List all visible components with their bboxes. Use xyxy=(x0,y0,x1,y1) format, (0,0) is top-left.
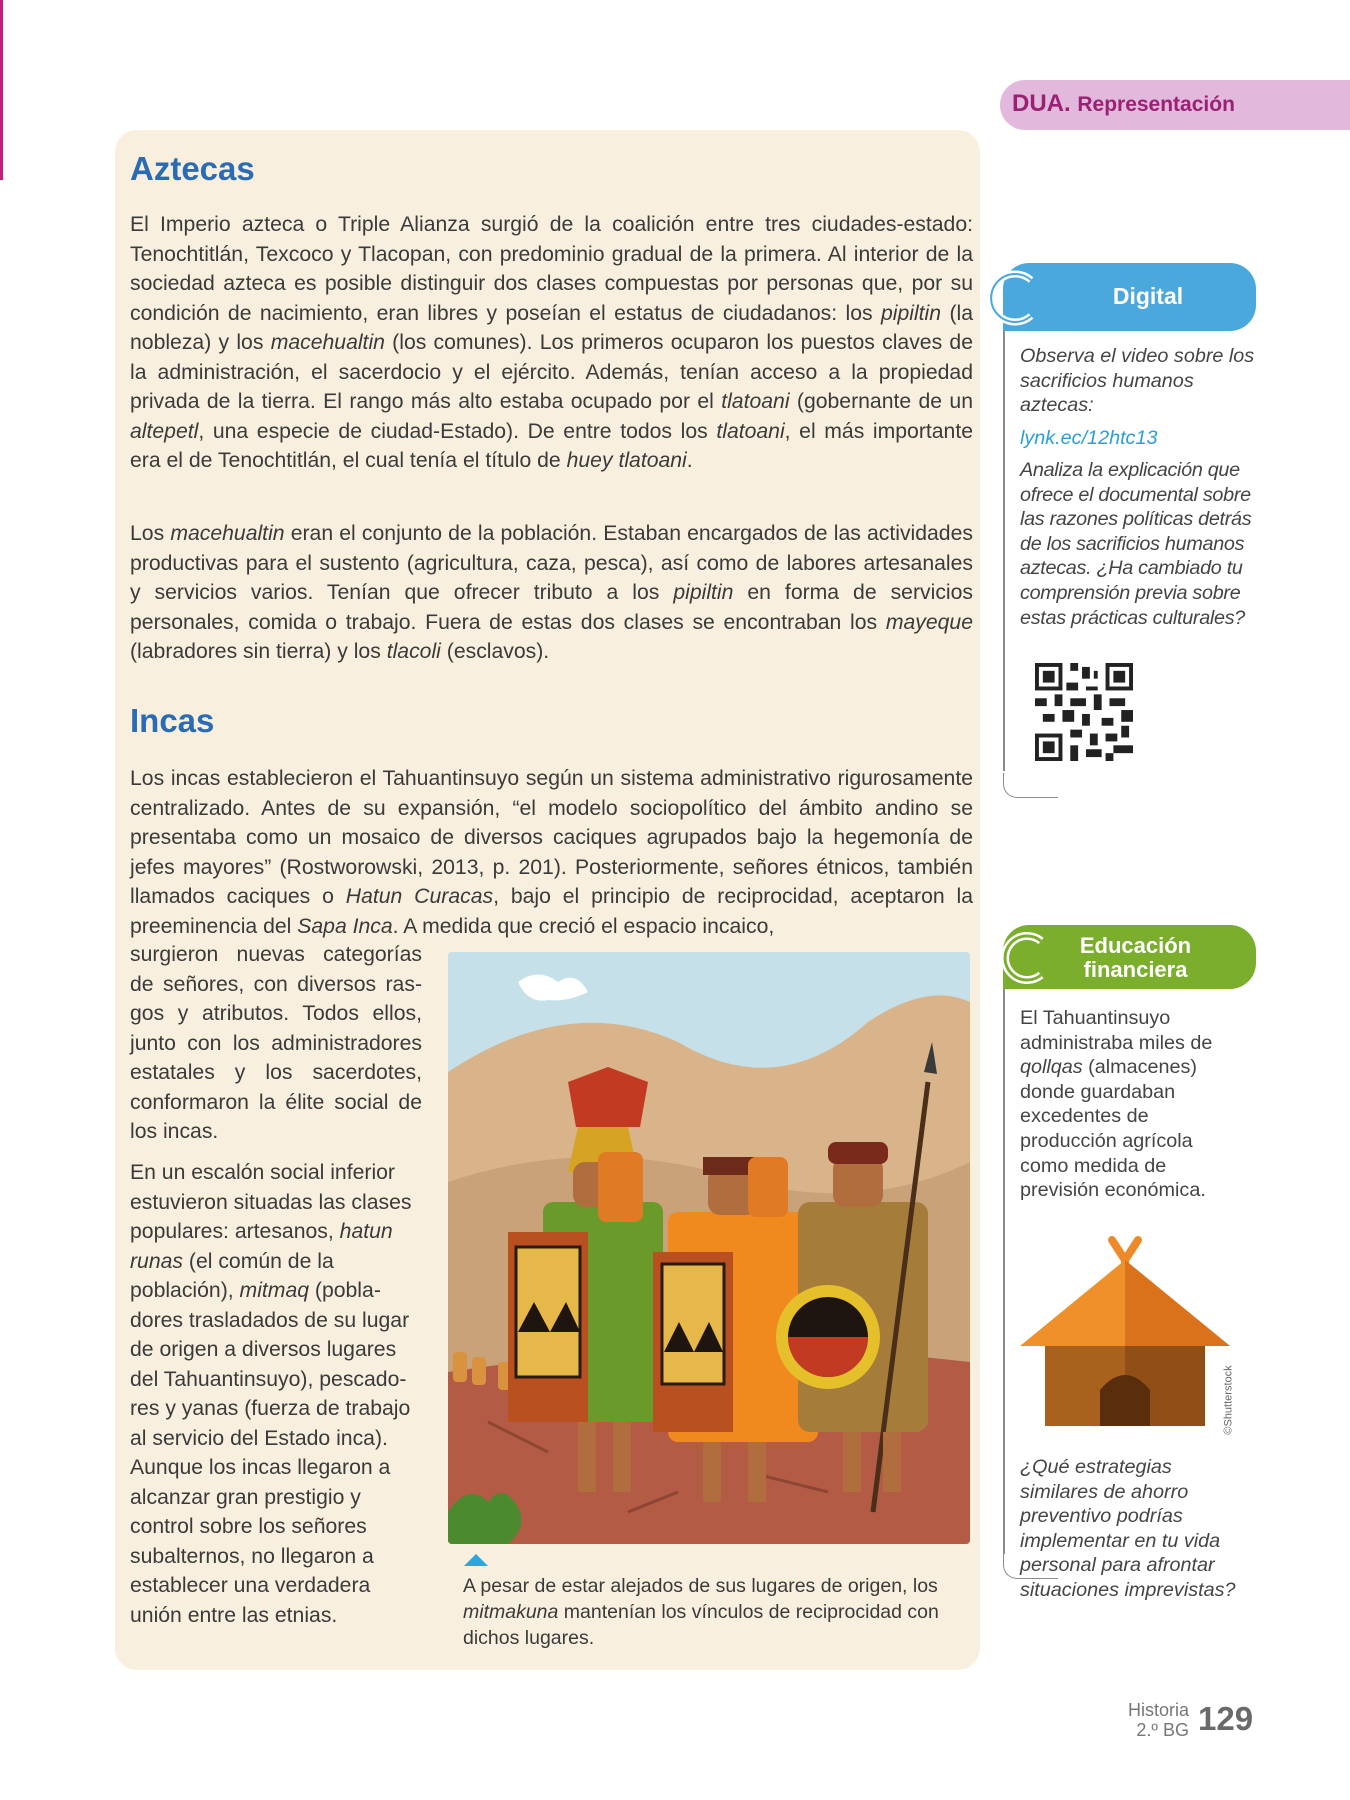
digital-tab-label: Digital xyxy=(1112,283,1184,309)
italic-term: tlacoli xyxy=(386,640,441,663)
finance-ic-icon xyxy=(983,923,1053,993)
incas-paragraph-1-continued: surgieron nuevas categorías de señores, con diversos rasgos y atributos. Todos ellos, junto con los administradores estatales y los sacerdotes, conformaron la élite social de los incas. xyxy=(130,943,422,1143)
photo-credit: ©Shutterstock xyxy=(1222,1365,1235,1435)
italic-term: Sapa Inca xyxy=(297,914,393,938)
text-segment: . xyxy=(686,449,693,472)
text-segment: (la nobleza) y los xyxy=(130,301,973,354)
finance-tab-line2: financiera xyxy=(1083,957,1188,982)
dua-label xyxy=(1012,90,1235,118)
italic-term: Hatun Curacas xyxy=(345,885,494,908)
italic-term: mitmaq xyxy=(239,1279,310,1302)
inca-warriors-illustration xyxy=(448,952,970,1544)
digital-question: Analiza la explicación que ofrece el documental sobre las razones políticas detrás de los sacrificios humanos aztecas. ¿Ha cambiado tu comprensión previa sobre estas prácticas culturales? xyxy=(1020,459,1252,629)
text-segment: Los incas establecieron el Tahuantinsuyo según un sistema administrativo rigurosamente centralizado. Antes de su expansión, “el modelo sociopolítico del ámbito andino se presentaba como un mosaico de diversos caciques agrupados bajo la hegemonía de jefes mayores” (Rostworowski, 2013, p. 201). Posteriormente, señores étnicos, también llamados caciques o xyxy=(130,767,973,908)
italic-term: pipiltin xyxy=(673,581,734,604)
digital-bracket xyxy=(1003,773,1058,798)
aztecas-paragraph-1 xyxy=(130,210,973,476)
main-text-panel xyxy=(115,130,980,1670)
finance-question: ¿Qué estrategias similares de ahorro preventivo podrías implementar en tu vida personal para afrontar situaciones imprevistas? xyxy=(1020,1456,1236,1601)
text-segment: A pesar de estar alejados de sus lugares de origen, los xyxy=(463,1575,938,1597)
finance-box xyxy=(1003,925,1258,1601)
aztecas-paragraph-2 xyxy=(130,519,973,667)
page-edge-marker xyxy=(0,0,3,180)
digital-instruction: Observa el video sobre los sacrificios humanos aztecas: xyxy=(1020,345,1255,417)
storehouse-hut-icon xyxy=(1020,1230,1230,1428)
incas-paragraph-2 xyxy=(130,1158,422,1630)
italic-term: mayeque xyxy=(885,610,973,634)
text-segment: (los comunes). Los primeros ocuparon los puestos claves de la administración, el sacerdocio y el ejército. Además, tenían acceso a la propiedad privada de la tierra. El rango más alto estaba ocupado por el xyxy=(130,331,973,413)
text-segment: (labradores sin tierra) y los xyxy=(130,640,387,663)
text-segment: , bajo el principio de reciprocidad, aceptaron la preeminencia del xyxy=(130,885,974,938)
text-segment: (el común de la población), xyxy=(130,1249,334,1302)
incas-paragraph-1 xyxy=(130,764,973,941)
text-segment: , una especie de ciudad-Estado). De entre todos los xyxy=(198,419,717,443)
italic-term: tlatoani xyxy=(721,390,790,413)
text-segment: (almacenes) donde guardaban excedentes de producción agrícola como medida de previsión económica. xyxy=(1020,1056,1206,1202)
dua-representacion: Representación xyxy=(1077,93,1235,116)
text-segment: (esclavos). xyxy=(440,640,550,663)
illustration-caption xyxy=(463,1573,943,1651)
finance-tab-label xyxy=(1043,934,1228,982)
italic-term: macehualtin xyxy=(170,522,285,545)
italic-term: huey tlatoani xyxy=(566,449,687,472)
text-segment: eran el conjunto de la población. Estaban encargados de las actividades productivas para el sustento (agricultura, caza, pesca), así como de labores artesanales y servicios varios. Tenían que ofrecer tributo a los xyxy=(130,522,973,604)
finance-vertical-line xyxy=(1003,989,1005,1554)
italic-term: tlatoani xyxy=(716,419,785,443)
photo-credit-wrapper xyxy=(1218,1360,1238,1445)
dua-bold: DUA. xyxy=(1012,90,1071,117)
qr-code-icon[interactable] xyxy=(1035,663,1133,761)
text-segment: mantenían los vínculos de reciprocidad con dichos lugares. xyxy=(463,1601,939,1649)
text-segment: en forma de servicios personales, comida o trabajo. Fuera de estas dos clases se encontraban los xyxy=(130,581,973,634)
digital-link[interactable]: lynk.ec/12htc13 xyxy=(1020,427,1158,449)
digital-c-icon xyxy=(981,266,1045,330)
italic-term: hatun runas xyxy=(130,1220,393,1273)
italic-term: pipiltin xyxy=(880,301,942,325)
finance-bracket xyxy=(1003,1554,1058,1579)
footer-grade: 2.º BG xyxy=(1136,1720,1189,1740)
finance-text xyxy=(1020,1006,1235,1203)
footer-subject xyxy=(1105,1700,1189,1740)
digital-vertical-line xyxy=(1003,331,1005,771)
italic-term: qollqas xyxy=(1020,1056,1083,1079)
italic-term: altepetl xyxy=(130,419,199,443)
text-segment: (pobladores trasladados de su lugar de origen a diversos lugares del Tahuantinsuyo), pescadores y yanas (fuerza de trabajo al servicio del Estado inca). Aunque los incas llegaron a alcanzar gran prestigio y control sobre los señores subalternos, no llegaron a establecer una verdadera unión entre las etnias. xyxy=(130,1279,411,1627)
italic-term: mitmakuna xyxy=(463,1601,559,1623)
footer-subject-name: Historia xyxy=(1127,1700,1189,1720)
text-segment: , el más importante era el de Tenochtitlán, el cual tenía el título de xyxy=(130,419,974,472)
text-segment: Los xyxy=(130,522,171,545)
finance-tab-line1: Educación xyxy=(1079,933,1192,958)
incas-heading: Incas xyxy=(130,702,215,739)
digital-box xyxy=(1003,263,1258,798)
text-segment: El Tahuantinsuyo administraba miles de xyxy=(1020,1007,1213,1054)
italic-term: macehualtin xyxy=(270,331,385,354)
text-segment: El Imperio azteca o Triple Alianza surgió de la coalición entre tres ciudades-estado: Tenochtitlán, Texcoco y Tlacopan, con predominio gradual de la primera. Al interior de la sociedad azteca es posible distinguir dos clases compuestas por personas que, por su condición de nacimiento, eran libres y poseían el estatus de ciudadanos: los xyxy=(130,213,973,325)
text-segment: (gobernante de un xyxy=(789,390,973,413)
text-segment: En un escalón social inferior estuvieron situadas las clases populares: artesanos, xyxy=(130,1161,412,1243)
aztecas-heading: Aztecas xyxy=(130,150,255,187)
text-segment: . A medida que creció el espacio incaico, xyxy=(392,914,775,938)
caption-marker-icon xyxy=(464,1554,488,1566)
dua-banner xyxy=(1000,80,1350,130)
page-number: 129 xyxy=(1198,1700,1254,1737)
